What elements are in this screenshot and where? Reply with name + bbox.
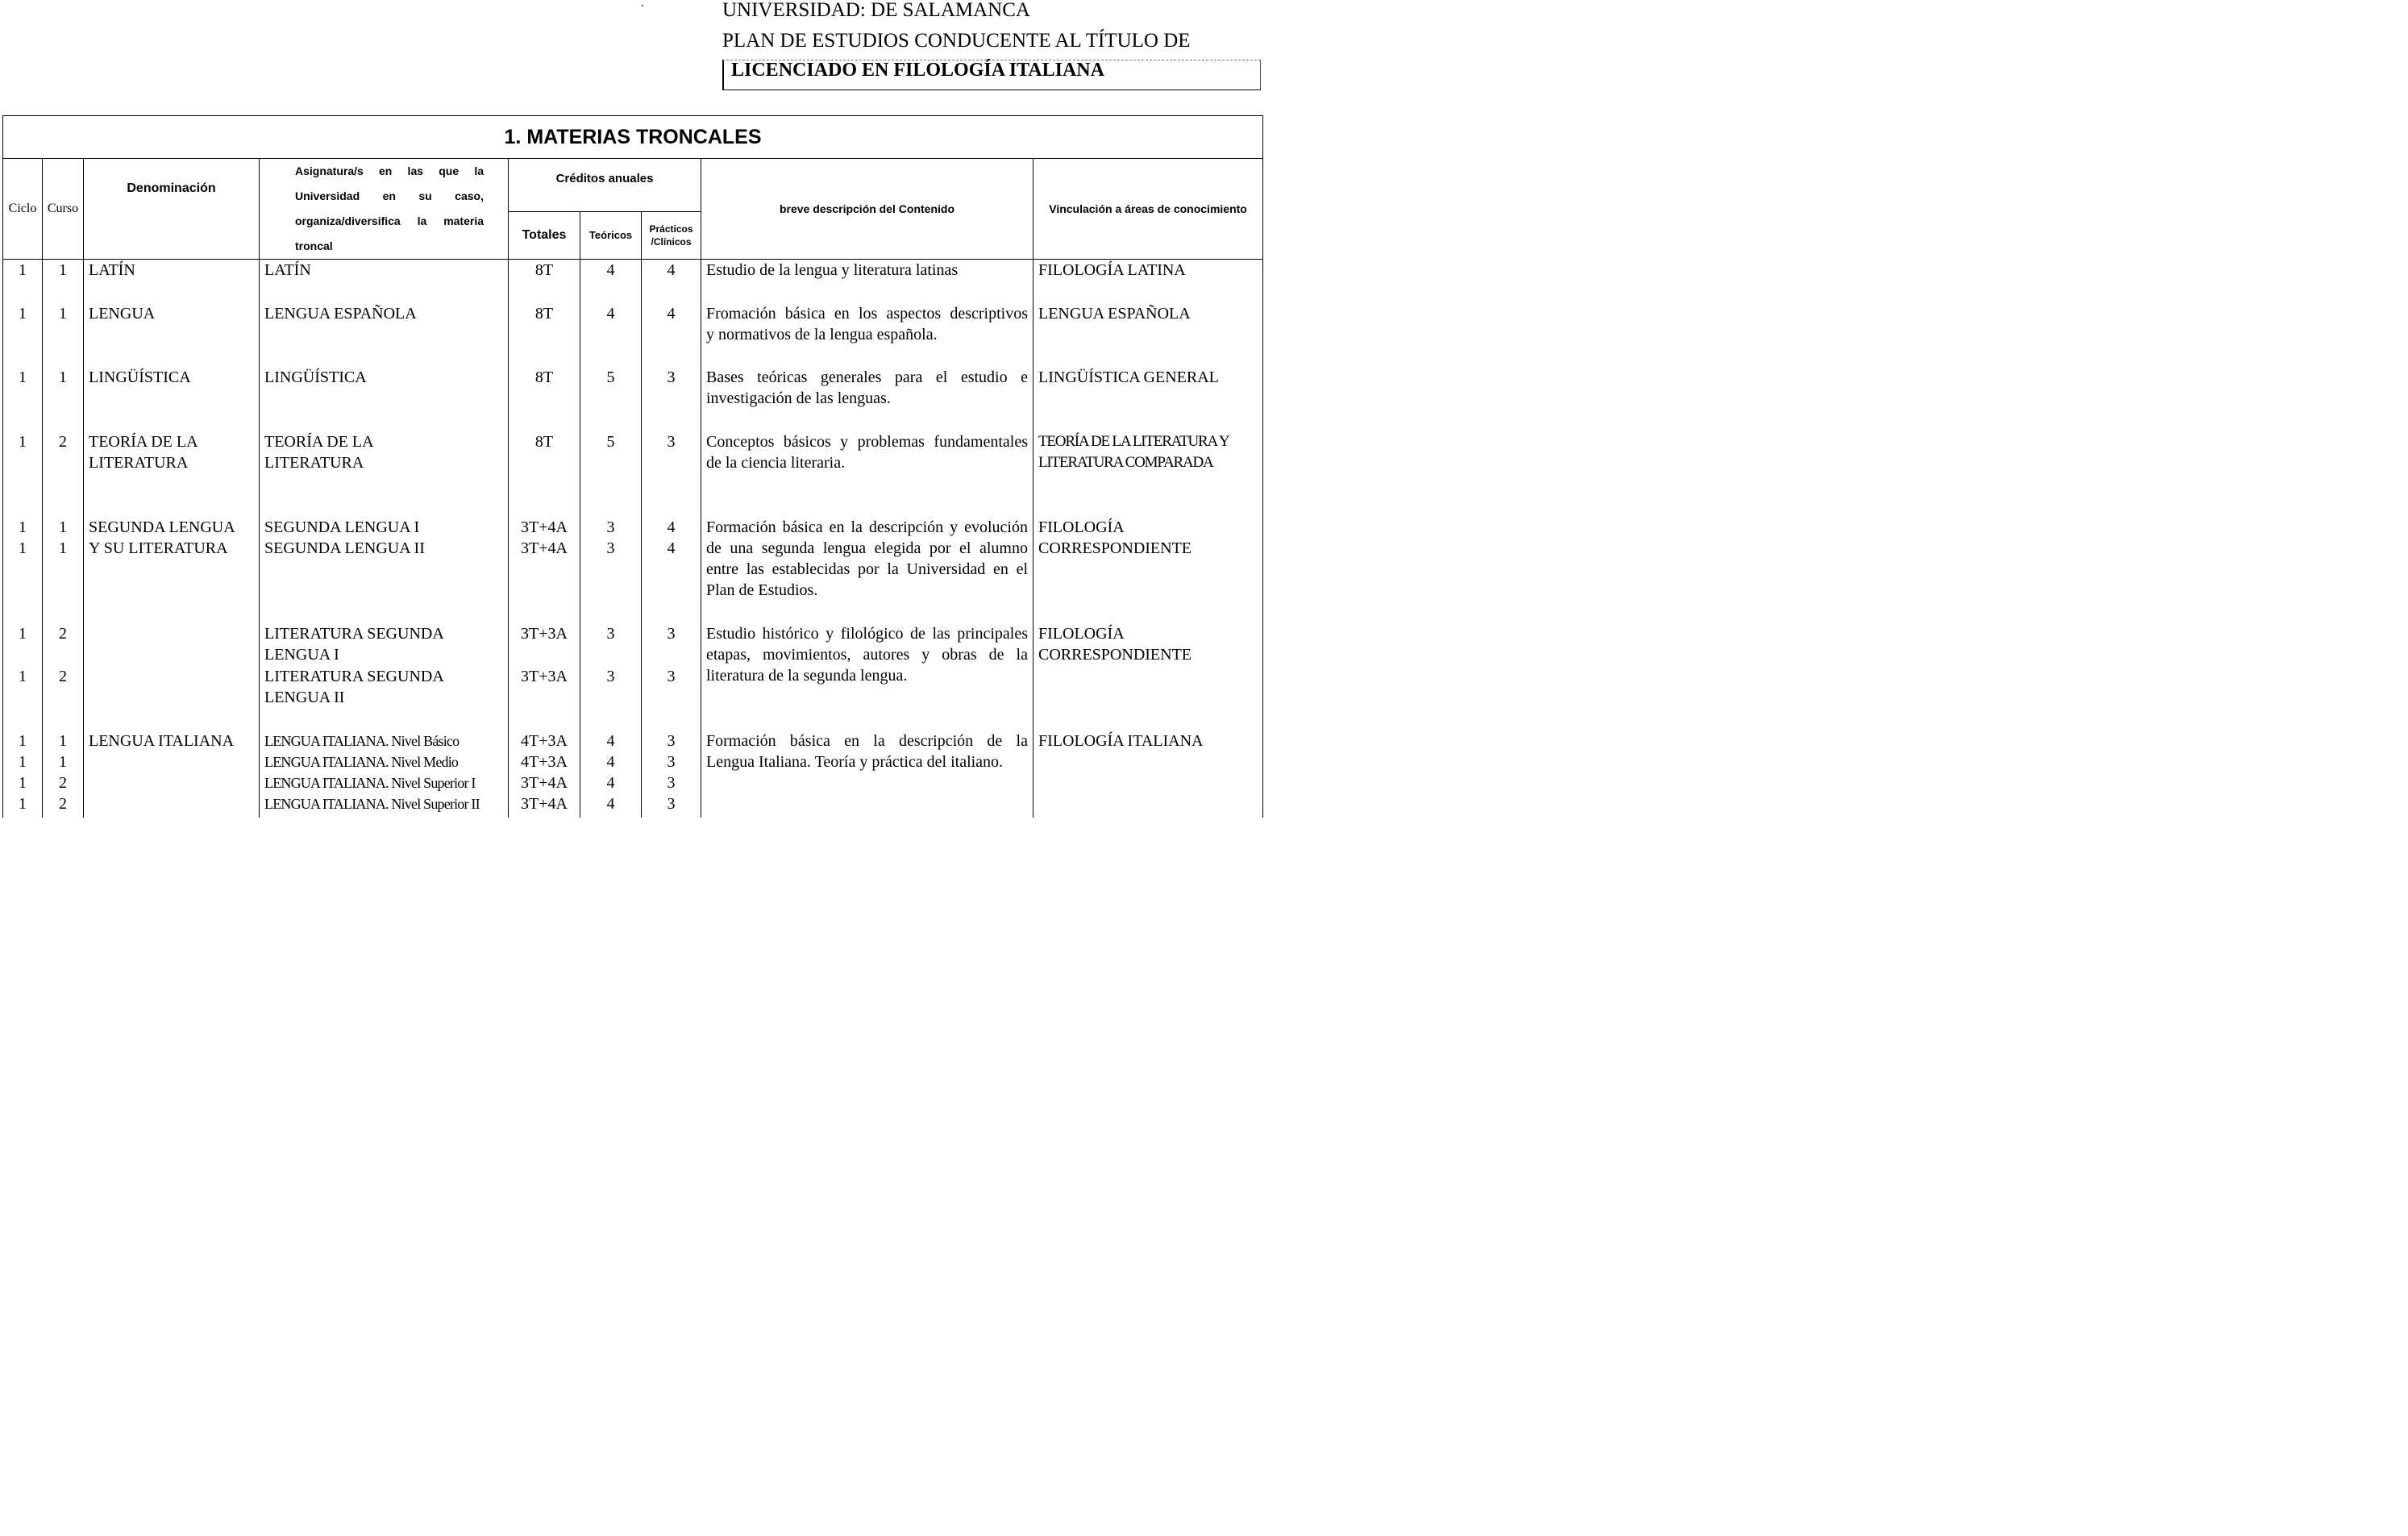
descripcion-cell: Bases teóricas generales para el estudio e investigación de las lenguas.	[701, 367, 1033, 431]
denominacion-cell: LENGUA ITALIANA	[84, 731, 260, 751]
denominacion-cell: LATÍN	[84, 260, 260, 303]
asignatura-cell: LENGUA ESPAÑOLA	[260, 303, 509, 367]
table-row	[3, 260, 1263, 303]
asignatura-cell: LENGUA ITALIANA. Nivel Básico	[260, 731, 509, 751]
table-row	[3, 517, 1263, 538]
degree-title: LICENCIADO EN FILOLOGÍA ITALIANA	[731, 60, 1104, 81]
teoricos-cell: 4	[580, 260, 642, 303]
denominacion-cell	[84, 793, 260, 818]
denominacion-cell	[84, 623, 260, 666]
descripcion-cell: Estudio de la lengua y literatura latinas	[701, 260, 1033, 303]
denominacion-cell: TEORÍA DE LA LITERATURA	[84, 431, 260, 517]
practicos-cell: 3	[642, 772, 701, 793]
teoricos-cell: 3	[580, 623, 642, 666]
curso-cell: 1	[43, 731, 84, 751]
denominacion-cell: LENGUA	[84, 303, 260, 367]
curso-cell: 2	[43, 772, 84, 793]
col-totales: Totales	[509, 211, 580, 259]
denominacion-cell	[84, 751, 260, 772]
totales-cell: 3T+4A	[509, 793, 580, 818]
denominacion-cell: SEGUNDA LENGUA	[84, 517, 260, 538]
totales-cell: 3T+4A	[509, 772, 580, 793]
curso-cell: 1	[43, 751, 84, 772]
totales-cell: 4T+3A	[509, 731, 580, 751]
teoricos-cell: 3	[580, 666, 642, 731]
descripcion-cell: Fromación básica en los aspectos descriptivos y normativos de la lengua española.	[701, 303, 1033, 367]
vinculacion-cell: LENGUA ESPAÑOLA	[1033, 303, 1263, 367]
table-row	[3, 431, 1263, 517]
descripcion-cell: Conceptos básicos y problemas fundamentales de la ciencia literaria.	[701, 431, 1033, 517]
col-ciclo: Ciclo	[3, 159, 43, 260]
totales-cell: 3T+3A	[509, 666, 580, 731]
asignatura-cell: LITERATURA SEGUNDA LENGUA II	[260, 666, 509, 731]
university-line: UNIVERSIDAD: DE SALAMANCA	[722, 0, 1030, 21]
practicos-cell: 3	[642, 623, 701, 666]
curso-cell: 2	[43, 623, 84, 666]
curso-cell: 1	[43, 538, 84, 623]
teoricos-cell: 5	[580, 431, 642, 517]
ciclo-cell: 1	[3, 517, 43, 538]
curso-cell: 2	[43, 431, 84, 517]
col-asignatura: Asignatura/s en las que la Universidad en su caso, organiza/diversifica la materia troncal	[260, 159, 509, 260]
plan-line: PLAN DE ESTUDIOS CONDUCENTE AL TÍTULO DE	[722, 30, 1191, 52]
practicos-cell: 4	[642, 260, 701, 303]
denominacion-cell	[84, 666, 260, 731]
curso-cell: 2	[43, 793, 84, 818]
asignatura-cell: LENGUA ITALIANA. Nivel Superior II	[260, 793, 509, 818]
asignatura-cell: LITERATURA SEGUNDA LENGUA I	[260, 623, 509, 666]
ciclo-cell: 1	[3, 303, 43, 367]
denominacion-cell: Y SU LITERATURA	[84, 538, 260, 623]
col-vinculacion: Vinculación a áreas de conocimiento	[1033, 159, 1263, 260]
asignatura-cell: LINGÜÍSTICA	[260, 367, 509, 431]
practicos-cell: 4	[642, 538, 701, 623]
denominacion-cell	[84, 772, 260, 793]
asignatura-cell: TEORÍA DE LA LITERATURA	[260, 431, 509, 517]
ciclo-cell: 1	[3, 772, 43, 793]
ciclo-cell: 1	[3, 367, 43, 431]
asignatura-cell: LENGUA ITALIANA. Nivel Superior I	[260, 772, 509, 793]
ciclo-cell: 1	[3, 731, 43, 751]
vinculacion-cell: LINGÜÍSTICA GENERAL	[1033, 367, 1263, 431]
ciclo-cell: 1	[3, 666, 43, 731]
ciclo-cell: 1	[3, 260, 43, 303]
practicos-cell: 3	[642, 793, 701, 818]
practicos-cell: 3	[642, 731, 701, 751]
scan-speck	[642, 5, 643, 6]
table-row	[3, 623, 1263, 666]
col-denominacion: Denominación	[84, 159, 260, 260]
ciclo-cell: 1	[3, 793, 43, 818]
teoricos-cell: 3	[580, 517, 642, 538]
practicos-cell: 4	[642, 303, 701, 367]
practicos-cell: 3	[642, 431, 701, 517]
vinculacion-cell: TEORÍA DE LA LITERATURA Y LITERATURA COMPARADA	[1033, 431, 1263, 517]
teoricos-cell: 5	[580, 367, 642, 431]
asignatura-cell: SEGUNDA LENGUA I	[260, 517, 509, 538]
descripcion-cell: Estudio histórico y filológico de las principales etapas, movimientos, autores y obras de la literatura de la segunda lengua.	[701, 623, 1033, 731]
col-teoricos: Teóricos	[580, 211, 642, 259]
ciclo-cell: 1	[3, 431, 43, 517]
totales-cell: 8T	[509, 303, 580, 367]
teoricos-cell: 3	[580, 538, 642, 623]
col-curso: Curso	[43, 159, 84, 260]
totales-cell: 3T+3A	[509, 623, 580, 666]
vinculacion-cell: FILOLOGÍA ITALIANA	[1033, 731, 1263, 818]
section-title: 1. MATERIAS TRONCALES	[3, 116, 1263, 159]
table-row	[3, 303, 1263, 367]
asignatura-cell: LENGUA ITALIANA. Nivel Medio	[260, 751, 509, 772]
vinculacion-cell: FILOLOGÍA CORRESPONDIENTE	[1033, 623, 1263, 731]
col-creditos: Créditos anuales	[509, 159, 701, 212]
practicos-cell: 4	[642, 517, 701, 538]
teoricos-cell: 4	[580, 793, 642, 818]
table-row	[3, 731, 1263, 751]
curso-cell: 1	[43, 303, 84, 367]
teoricos-cell: 4	[580, 772, 642, 793]
curso-cell: 1	[43, 367, 84, 431]
ciclo-cell: 1	[3, 751, 43, 772]
teoricos-cell: 4	[580, 303, 642, 367]
ciclo-cell: 1	[3, 623, 43, 666]
table-row	[3, 367, 1263, 431]
ciclo-cell: 1	[3, 538, 43, 623]
teoricos-cell: 4	[580, 751, 642, 772]
curso-cell: 2	[43, 666, 84, 731]
practicos-cell: 3	[642, 751, 701, 772]
asignatura-cell: SEGUNDA LENGUA II	[260, 538, 509, 623]
vinculacion-cell: FILOLOGÍA LATINA	[1033, 260, 1263, 303]
col-descripcion: breve descripción del Contenido	[701, 159, 1033, 260]
totales-cell: 4T+3A	[509, 751, 580, 772]
vinculacion-cell: FILOLOGÍA CORRESPONDIENTE	[1033, 517, 1263, 623]
practicos-cell: 3	[642, 666, 701, 731]
curso-cell: 1	[43, 260, 84, 303]
teoricos-cell: 4	[580, 731, 642, 751]
practicos-cell: 3	[642, 367, 701, 431]
materias-troncales-table	[2, 115, 1263, 818]
descripcion-cell: Formación básica en la descripción y evolución de una segunda lengua elegida por el alumno entre las establecidas por la Universidad en el Plan de Estudios.	[701, 517, 1033, 623]
totales-cell: 8T	[509, 431, 580, 517]
curso-cell: 1	[43, 517, 84, 538]
col-practicos: Prácticos /Clínicos	[642, 211, 701, 259]
totales-cell: 3T+4A	[509, 538, 580, 623]
asignatura-cell: LATÍN	[260, 260, 509, 303]
totales-cell: 8T	[509, 367, 580, 431]
totales-cell: 3T+4A	[509, 517, 580, 538]
totales-cell: 8T	[509, 260, 580, 303]
denominacion-cell: LINGÜÍSTICA	[84, 367, 260, 431]
descripcion-cell: Formación básica en la descripción de la Lengua Italiana. Teoría y práctica del italiano.	[701, 731, 1033, 818]
